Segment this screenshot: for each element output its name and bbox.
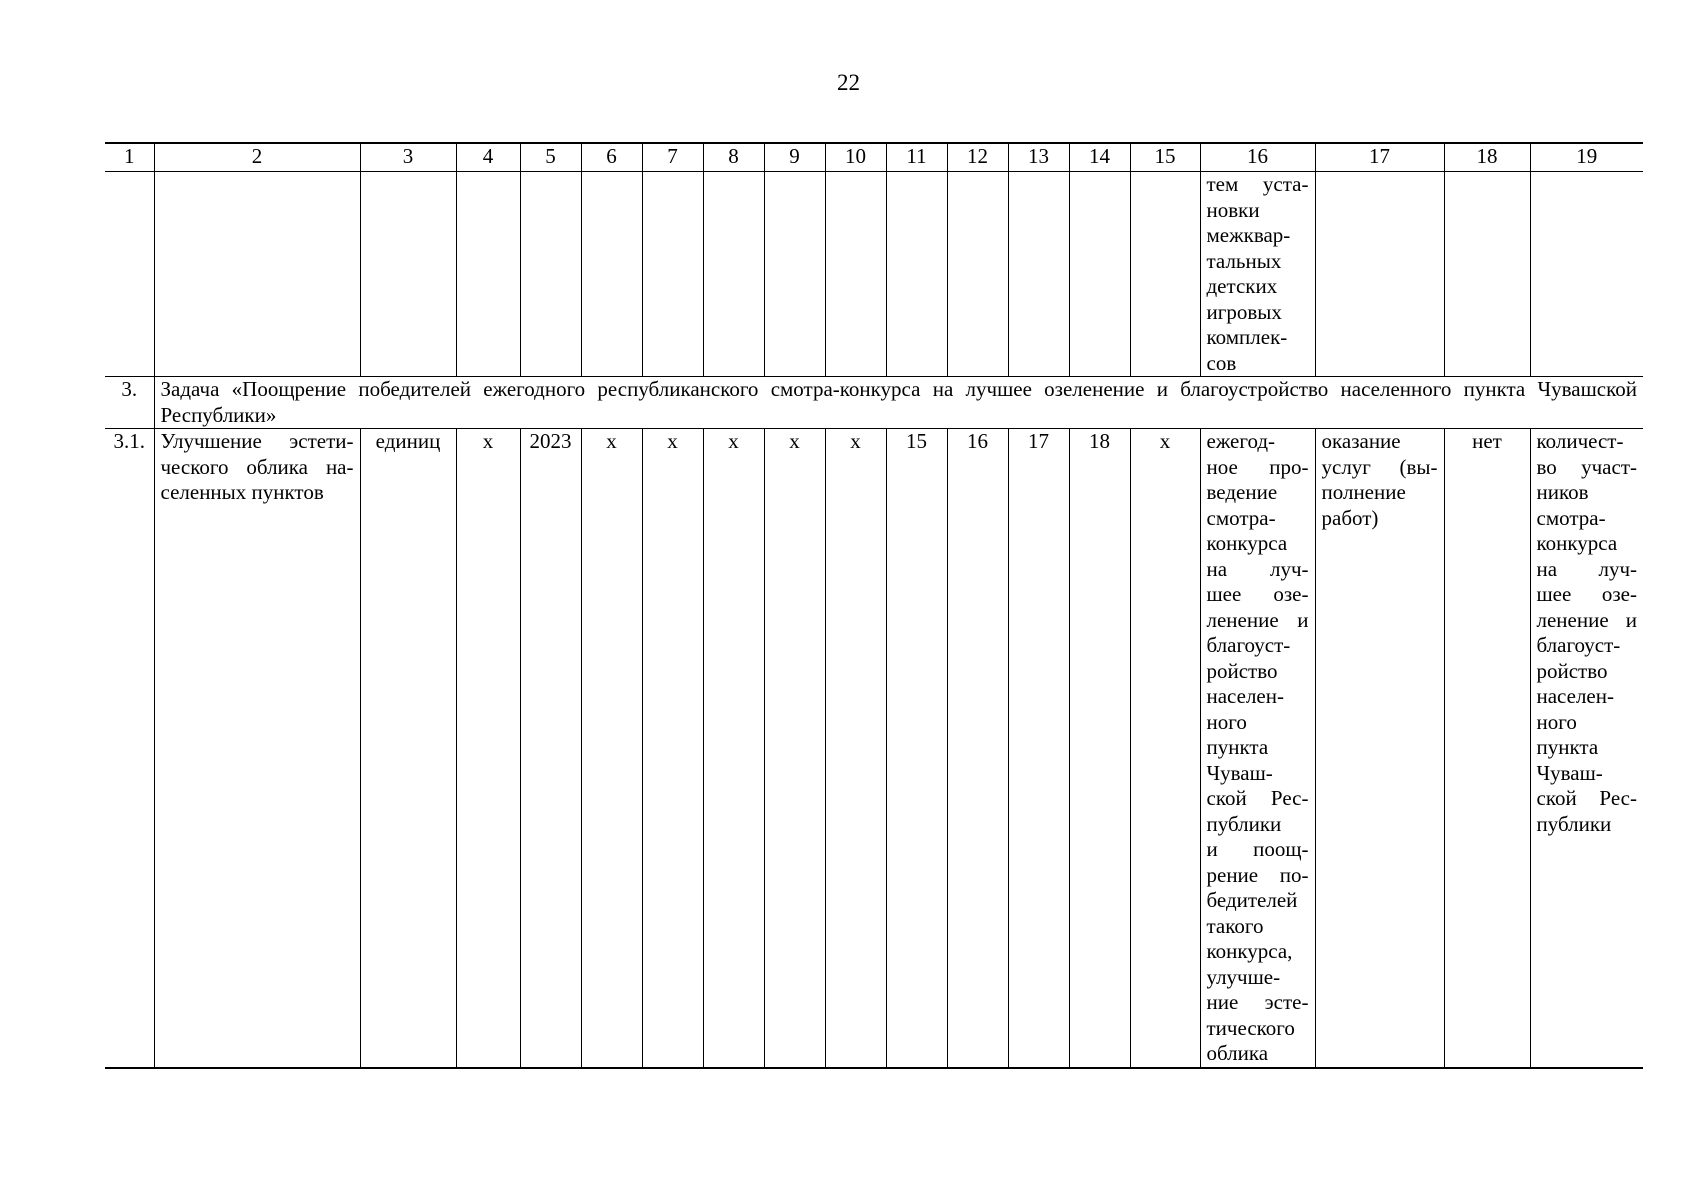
text-line: тальных bbox=[1206, 248, 1282, 273]
table-header-row bbox=[105, 143, 1643, 172]
header-cell: 12 bbox=[947, 143, 1008, 172]
header-cell: 10 bbox=[825, 143, 886, 172]
text-line: смотра- bbox=[1536, 505, 1606, 530]
text-line: новки bbox=[1206, 197, 1260, 222]
text-line: Чуваш- bbox=[1206, 760, 1273, 785]
text-line: ние эсте- bbox=[1206, 990, 1309, 1014]
text-line: ное про- bbox=[1206, 454, 1309, 479]
text-line: работ) bbox=[1321, 505, 1379, 530]
table-cell bbox=[642, 172, 703, 377]
item-col18: нет bbox=[1444, 429, 1530, 1068]
task-number: 3. bbox=[105, 377, 154, 429]
table-cell bbox=[1530, 172, 1643, 377]
item-name bbox=[154, 429, 360, 1068]
header-cell: 9 bbox=[764, 143, 825, 172]
item-col13: 17 bbox=[1008, 429, 1069, 1068]
table-cell bbox=[1444, 172, 1530, 377]
text-line: оказание bbox=[1321, 429, 1401, 453]
item-col14: 18 bbox=[1069, 429, 1130, 1068]
text-line: на луч- bbox=[1206, 556, 1309, 581]
continuation-row bbox=[105, 172, 1643, 377]
text-line: конкурса bbox=[1536, 531, 1618, 555]
item-col12: 16 bbox=[947, 429, 1008, 1068]
text-line: ройство bbox=[1536, 658, 1608, 683]
text-line: конкурса, bbox=[1206, 939, 1293, 963]
item-col17 bbox=[1315, 429, 1444, 1068]
text-line: селенных пунктов bbox=[160, 480, 324, 504]
header-cell: 6 bbox=[581, 143, 642, 172]
text-line: сов bbox=[1206, 350, 1237, 375]
table-cell bbox=[764, 172, 825, 377]
text-line: улучше- bbox=[1206, 964, 1281, 989]
table-cell bbox=[581, 172, 642, 377]
page-number: 22 bbox=[837, 70, 860, 95]
text-line: бедителей bbox=[1206, 888, 1298, 912]
item-col8: х bbox=[703, 429, 764, 1068]
header-cell: 4 bbox=[456, 143, 520, 172]
text-line: и поощ- bbox=[1206, 837, 1309, 861]
text-line: пункта bbox=[1206, 735, 1269, 759]
table-cell bbox=[456, 172, 520, 377]
text-line: ведение bbox=[1206, 480, 1278, 504]
text-line: Чуваш- bbox=[1536, 760, 1603, 785]
item-col11: 15 bbox=[886, 429, 947, 1068]
task-text: Задача «Поощрение победителей ежегодного республиканского смотра-конкурса на лучшее озеленение и благоустройство населенного пункта Чувашской Республики» bbox=[154, 377, 1643, 429]
text-line: количест- bbox=[1536, 429, 1624, 453]
item-col19 bbox=[1530, 429, 1643, 1068]
text-line: тем уста- bbox=[1206, 172, 1309, 196]
text-line: конкурса bbox=[1206, 531, 1288, 555]
header-cell: 13 bbox=[1008, 143, 1069, 172]
table-cell bbox=[1008, 172, 1069, 377]
continuation-col16-cell bbox=[1200, 172, 1315, 377]
item-col7: х bbox=[642, 429, 703, 1068]
text-line: такого bbox=[1206, 913, 1264, 938]
table-cell bbox=[947, 172, 1008, 377]
item-number: 3.1. bbox=[105, 429, 154, 1068]
text-line: благоуст- bbox=[1536, 633, 1621, 657]
indicators-table bbox=[105, 142, 1643, 1069]
header-cell: 14 bbox=[1069, 143, 1130, 172]
task-row bbox=[105, 377, 1643, 429]
text-line: во участ- bbox=[1536, 454, 1637, 479]
text-line: населен- bbox=[1206, 684, 1284, 708]
header-cell: 11 bbox=[886, 143, 947, 172]
item-col10: х bbox=[825, 429, 886, 1068]
header-cell: 7 bbox=[642, 143, 703, 172]
text-line: ного bbox=[1206, 709, 1247, 734]
table-cell bbox=[1130, 172, 1200, 377]
text-line: ного bbox=[1536, 709, 1577, 734]
item-row bbox=[105, 429, 1643, 1068]
text-line: Улучшение эстети- bbox=[160, 429, 354, 453]
text-line: детских bbox=[1206, 274, 1278, 298]
text-line: на луч- bbox=[1536, 556, 1637, 581]
text-line: ройство bbox=[1206, 658, 1278, 683]
text-line: благоуст- bbox=[1206, 633, 1291, 657]
text-line: ской Рес- bbox=[1206, 786, 1309, 810]
header-cell: 18 bbox=[1444, 143, 1530, 172]
item-col6: х bbox=[581, 429, 642, 1068]
table-cell bbox=[703, 172, 764, 377]
text-line: населен- bbox=[1536, 684, 1614, 708]
text-line: рение по- bbox=[1206, 862, 1309, 887]
text-line: комплек- bbox=[1206, 325, 1288, 349]
text-line: пункта bbox=[1536, 735, 1599, 759]
header-cell: 2 bbox=[154, 143, 360, 172]
item-col15: х bbox=[1130, 429, 1200, 1068]
header-cell: 15 bbox=[1130, 143, 1200, 172]
table-cell bbox=[825, 172, 886, 377]
item-unit: единиц bbox=[360, 429, 456, 1068]
item-col9: х bbox=[764, 429, 825, 1068]
text-line: игровых bbox=[1206, 299, 1282, 324]
header-cell: 1 bbox=[105, 143, 154, 172]
text-line: шее озе- bbox=[1206, 582, 1309, 606]
item-col4: х bbox=[456, 429, 520, 1068]
header-cell: 19 bbox=[1530, 143, 1643, 172]
header-cell: 5 bbox=[520, 143, 581, 172]
text-line: смотра- bbox=[1206, 505, 1276, 530]
text-line: ческого облика на- bbox=[160, 454, 354, 479]
table-cell bbox=[520, 172, 581, 377]
text-line: тического bbox=[1206, 1015, 1295, 1040]
text-line: межквар- bbox=[1206, 223, 1291, 247]
text-line: публики bbox=[1536, 811, 1612, 836]
text-line: шее озе- bbox=[1536, 582, 1637, 606]
table-cell bbox=[360, 172, 456, 377]
header-cell: 3 bbox=[360, 143, 456, 172]
table-cell bbox=[886, 172, 947, 377]
header-cell: 16 bbox=[1200, 143, 1315, 172]
text-line: ленение и bbox=[1536, 607, 1637, 632]
text-line: ежегод- bbox=[1206, 429, 1276, 453]
text-line: полнение bbox=[1321, 480, 1406, 504]
text-line: ской Рес- bbox=[1536, 786, 1637, 810]
text-line: услуг (вы- bbox=[1321, 454, 1438, 479]
table-cell bbox=[154, 172, 360, 377]
table-cell bbox=[1315, 172, 1444, 377]
text-line: облика bbox=[1206, 1041, 1269, 1065]
table-cell bbox=[1069, 172, 1130, 377]
text-line: ленение и bbox=[1206, 607, 1309, 632]
text-line: ников bbox=[1536, 480, 1589, 504]
item-col5: 2023 bbox=[520, 429, 581, 1068]
item-col16 bbox=[1200, 429, 1315, 1068]
header-cell: 17 bbox=[1315, 143, 1444, 172]
text-line: публики bbox=[1206, 811, 1282, 836]
table-cell bbox=[105, 172, 154, 377]
header-cell: 8 bbox=[703, 143, 764, 172]
